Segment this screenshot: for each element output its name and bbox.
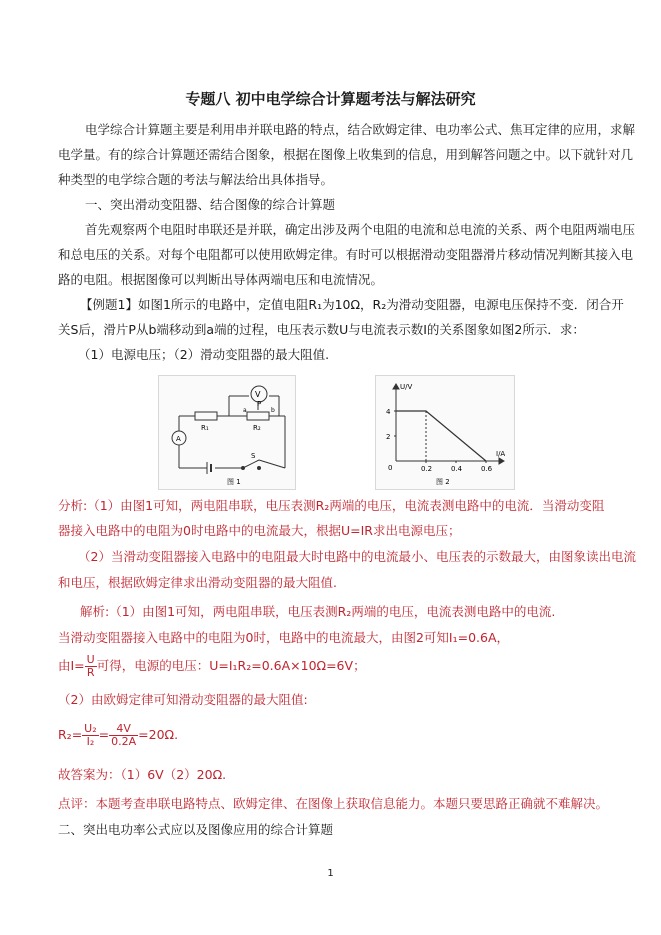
solution-line-3 bbox=[58, 652, 603, 680]
analysis-line-3: （2）当滑动变阻器接入电路中的电阻最大时电路中的电流最小、电压表的示数最大，由图象读出电流 bbox=[78, 549, 636, 564]
example-line-2: 关S后，滑片P从b端移动到a端的过程，电压表示数U与电流表示数I的关系图象如图2所示．求： bbox=[58, 322, 585, 337]
solution-line-1: 解析:（1）由图1可知，两电阻串联，电压表测R₂两端的电压，电流表测电路中的电流. bbox=[80, 604, 556, 619]
solution-3-suffix: 可得，电源的电压：U=I₁R₂=0.6A×10Ω=6V； bbox=[96, 658, 366, 673]
circuit-diagram bbox=[159, 376, 295, 489]
figure-2-chart bbox=[375, 375, 515, 490]
fraction-denominator: R bbox=[86, 666, 95, 679]
example-line-1: 【例题1】如图1所示的电路中，定值电阻R₁为10Ω，R₂为滑动变阻器，电源电压保持不变．闭合开 bbox=[80, 297, 624, 312]
analysis-line-1: 分析:（1）由图1可知，两电阻串联，电压表测R₂两端的电压，电流表测电路中的电流．当滑动变阻 bbox=[58, 498, 605, 513]
x-tick-label: 0.4 bbox=[451, 465, 463, 473]
fraction-numerator: U bbox=[86, 653, 95, 666]
end-a-label: a bbox=[243, 407, 247, 414]
analysis-line-4: 和电压，根据欧姆定律求出滑动变阻器的最大阻值. bbox=[58, 575, 337, 590]
intro-line-1: 电学综合计算题主要是利用串并联电路的特点，结合欧姆定律、电功率公式、焦耳定律的应用，求解 bbox=[85, 122, 636, 137]
ohm-law-fraction bbox=[85, 654, 97, 679]
figure-1-circuit bbox=[158, 375, 296, 490]
analysis-line-2: 器接入电路中的电阻为0时电路中的电流最大，根据U=IR求出电源电压； bbox=[58, 523, 461, 538]
y-tick-label: 4 bbox=[386, 408, 391, 416]
comment-line: 点评：本题考查串联电路特点、欧姆定律、在图像上获取信息能力。本题只要思路正确就不难解决。 bbox=[58, 796, 609, 811]
section-1-text-1: 首先观察两个电阻时串联还是并联，确定出涉及两个电阻的电流和总电流的关系、两个电阻两端电压 bbox=[85, 222, 636, 237]
x-tick-label: 0.6 bbox=[481, 465, 493, 473]
section-1-text-3: 路的电阻。根据图像可以判断出导体两端电压和电流情况。 bbox=[58, 272, 384, 287]
solution-line-4: （2）由欧姆定律可知滑动变阻器的最大阻值: bbox=[58, 692, 308, 707]
u-i-chart bbox=[376, 376, 514, 489]
page-number: 1 bbox=[327, 868, 334, 879]
section-1-heading: 一、突出滑动变阻器、结合图像的综合计算题 bbox=[85, 197, 336, 212]
equals-sign: = bbox=[98, 727, 110, 742]
solution-5-suffix: =20Ω. bbox=[138, 727, 179, 742]
r1-label: R₁ bbox=[201, 424, 209, 432]
end-b-label: b bbox=[271, 407, 275, 414]
voltmeter-label: V bbox=[255, 390, 261, 399]
r2-label: R₂ bbox=[253, 424, 261, 432]
ammeter-label: A bbox=[176, 435, 181, 443]
x-axis-label: I/A bbox=[496, 450, 506, 458]
y-axis-label: U/V bbox=[400, 383, 413, 391]
y-tick-label: 2 bbox=[386, 433, 391, 441]
solution-3-prefix: 由I= bbox=[58, 658, 85, 673]
series-line bbox=[396, 411, 486, 461]
origin-label: 0 bbox=[388, 464, 393, 472]
fraction-1-numerator: U₂ bbox=[84, 722, 97, 735]
resistance-fraction-1 bbox=[82, 723, 98, 748]
solution-5-prefix: R₂= bbox=[58, 727, 83, 742]
fraction-2-numerator: 4V bbox=[109, 723, 138, 736]
figure-1-caption: 图 1 bbox=[227, 478, 241, 486]
solution-line-5 bbox=[58, 717, 603, 753]
intro-line-3: 种类型的电学综合题的考法与解法给出具体指导。 bbox=[58, 172, 334, 187]
figure-2-caption: 图 2 bbox=[436, 478, 450, 486]
slider-p-label: P bbox=[257, 400, 262, 408]
section-1-text-2: 和总电压的关系。对每个电阻都可以使用欧姆定律。有时可以根据滑动变阻器滑片移动情况判断其接入电 bbox=[58, 247, 634, 262]
x-tick-label: 0.2 bbox=[421, 465, 433, 473]
switch-label: S bbox=[251, 452, 256, 460]
page-title: 专题八 初中电学综合计算题考法与解法研究 bbox=[185, 90, 476, 108]
section-2-heading: 二、突出电功率公式应以及图像应用的综合计算题 bbox=[58, 822, 334, 837]
solution-line-2: 当滑动变阻器接入电路中的电阻为0时，电路中的电流最大，由图2可知I₁=0.6A， bbox=[58, 630, 510, 645]
fraction-1-denominator: I₂ bbox=[86, 735, 95, 748]
resistance-fraction-2 bbox=[109, 723, 138, 748]
answer-line: 故答案为：（1）6V（2）20Ω. bbox=[58, 767, 227, 782]
example-question: （1）电源电压；（2）滑动变阻器的最大阻值. bbox=[78, 347, 330, 362]
intro-line-2: 电学量。有的综合计算题还需结合图象，根据在图像上收集到的信息，用到解答问题之中。以下就针对几 bbox=[58, 147, 634, 162]
fraction-2-denominator: 0.2A bbox=[111, 735, 137, 748]
